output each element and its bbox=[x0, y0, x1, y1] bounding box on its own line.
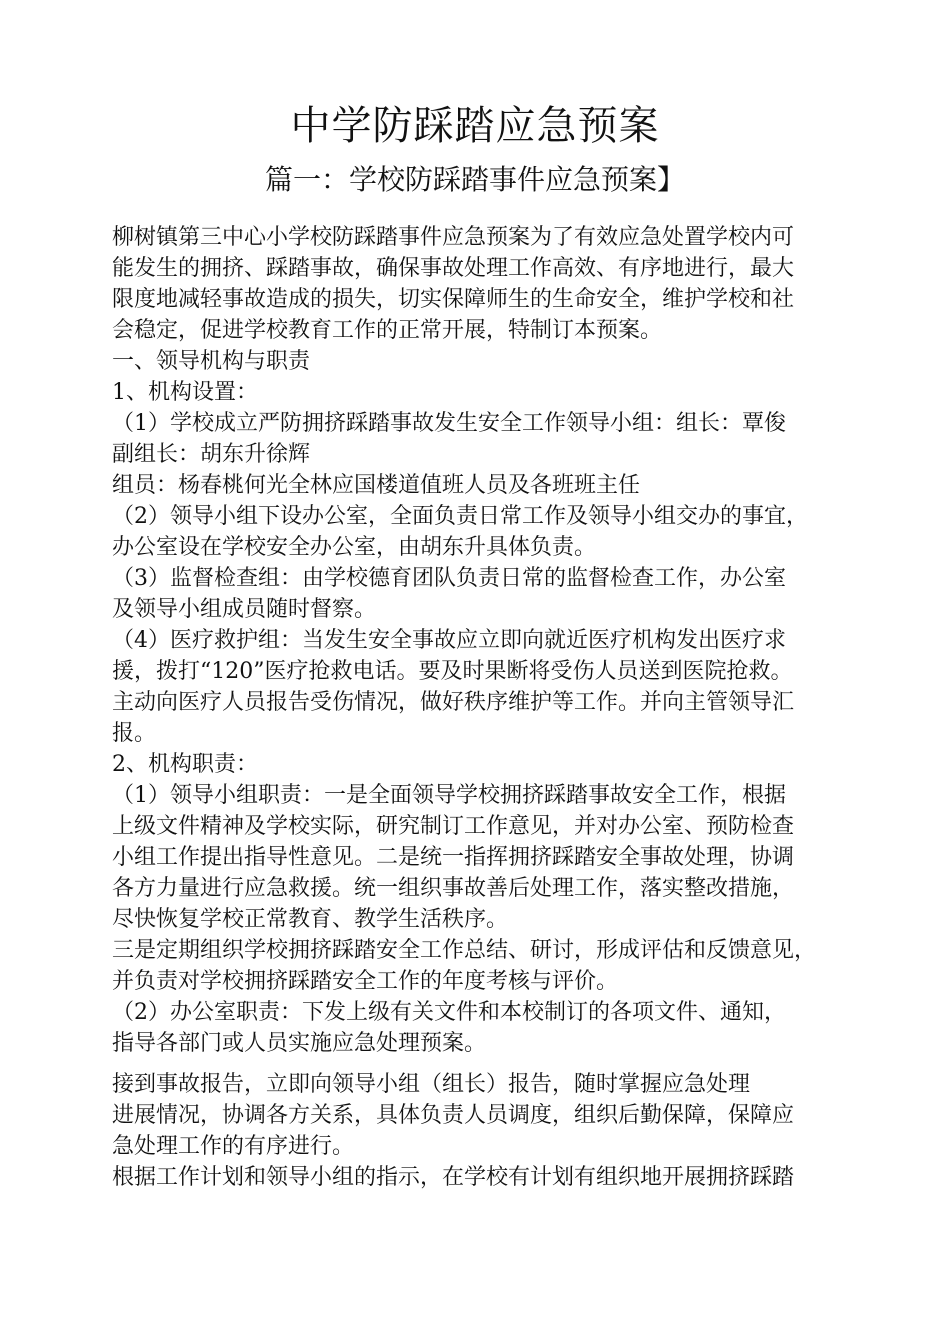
body-line: 接到事故报告，立即向领导小组（组长）报告，随时掌握应急处理 bbox=[112, 1072, 751, 1097]
body-line: （2）领导小组下设办公室，全面负责日常工作及领导小组交办的事宜， bbox=[112, 504, 808, 529]
body-line: 及领导小组成员随时督察。 bbox=[112, 597, 377, 622]
body-line: 尽快恢复学校正常教育、教学生活秩序。 bbox=[112, 907, 509, 932]
body-line: 各方力量进行应急救援。统一组织事故善后处理工作，落实整改措施， bbox=[112, 876, 795, 901]
document-body bbox=[112, 222, 872, 1193]
body-line: 小组工作提出指导性意见。二是统一指挥拥挤踩踏安全事故处理，协调 bbox=[112, 845, 795, 870]
body-line: （1）学校成立严防拥挤踩踏事故发生安全工作领导小组：组长：覃俊 bbox=[112, 411, 786, 436]
body-line: （3）监督检查组：由学校德育团队负责日常的监督检查工作，办公室 bbox=[112, 566, 786, 591]
body-line: 三是定期组织学校拥挤踩踏安全工作总结、研讨，形成评估和反馈意见， bbox=[112, 938, 817, 963]
section-heading: 一、领导机构与职责 bbox=[112, 349, 311, 374]
subsection-heading: 2、机构职责： bbox=[112, 752, 258, 777]
body-line: （4）医疗救护组：当发生安全事故应立即向就近医疗机构发出医疗求 bbox=[112, 628, 786, 653]
body-line: 援，拨打“120”医疗抢救电话。要及时果断将受伤人员送到医院抢救。 bbox=[112, 659, 793, 684]
body-line: （1）领导小组职责：一是全面领导学校拥挤踩踏事故安全工作，根据 bbox=[112, 783, 786, 808]
body-line: 组员：杨春桃何光全林应国楼道值班人员及各班班主任 bbox=[112, 473, 641, 498]
document-title: 中学防踩踏应急预案 bbox=[290, 103, 660, 149]
body-line: 限度地减轻事故造成的损失，切实保障师生的生命安全，维护学校和社 bbox=[112, 287, 795, 312]
paragraph-gap bbox=[112, 1059, 872, 1069]
body-line: （2）办公室职责：下发上级有关文件和本校制订的各项文件、通知， bbox=[112, 1000, 786, 1025]
body-line: 报。 bbox=[112, 721, 157, 746]
body-line: 副组长：胡东升徐辉 bbox=[112, 442, 311, 467]
body-line: 指导各部门或人员实施应急处理预案。 bbox=[112, 1031, 487, 1056]
body-line: 并负责对学校拥挤踩踏安全工作的年度考核与评价。 bbox=[112, 969, 619, 994]
body-line: 办公室设在学校安全办公室，由胡东升具体负责。 bbox=[112, 535, 597, 560]
body-line: 会稳定，促进学校教育工作的正常开展，特制订本预案。 bbox=[112, 318, 663, 343]
body-line: 主动向医疗人员报告受伤情况，做好秩序维护等工作。并向主管领导汇 bbox=[112, 690, 795, 715]
body-line: 急处理工作的有序进行。 bbox=[112, 1134, 355, 1159]
body-line: 上级文件精神及学校实际，研究制订工作意见，并对办公室、预防检查 bbox=[112, 814, 795, 839]
document-subtitle: 篇一：学校防踩踏事件应急预案】 bbox=[264, 163, 685, 196]
body-line: 能发生的拥挤、踩踏事故，确保事故处理工作高效、有序地进行，最大 bbox=[112, 256, 795, 281]
body-line: 根据工作计划和领导小组的指示，在学校有计划有组织地开展拥挤踩踏 bbox=[112, 1165, 795, 1190]
body-line: 进展情况，协调各方关系，具体负责人员调度，组织后勤保障，保障应 bbox=[112, 1103, 795, 1128]
body-line: 柳树镇第三中心小学校防踩踏事件应急预案为了有效应急处置学校内可 bbox=[112, 225, 795, 250]
subsection-heading: 1、机构设置： bbox=[112, 380, 258, 405]
